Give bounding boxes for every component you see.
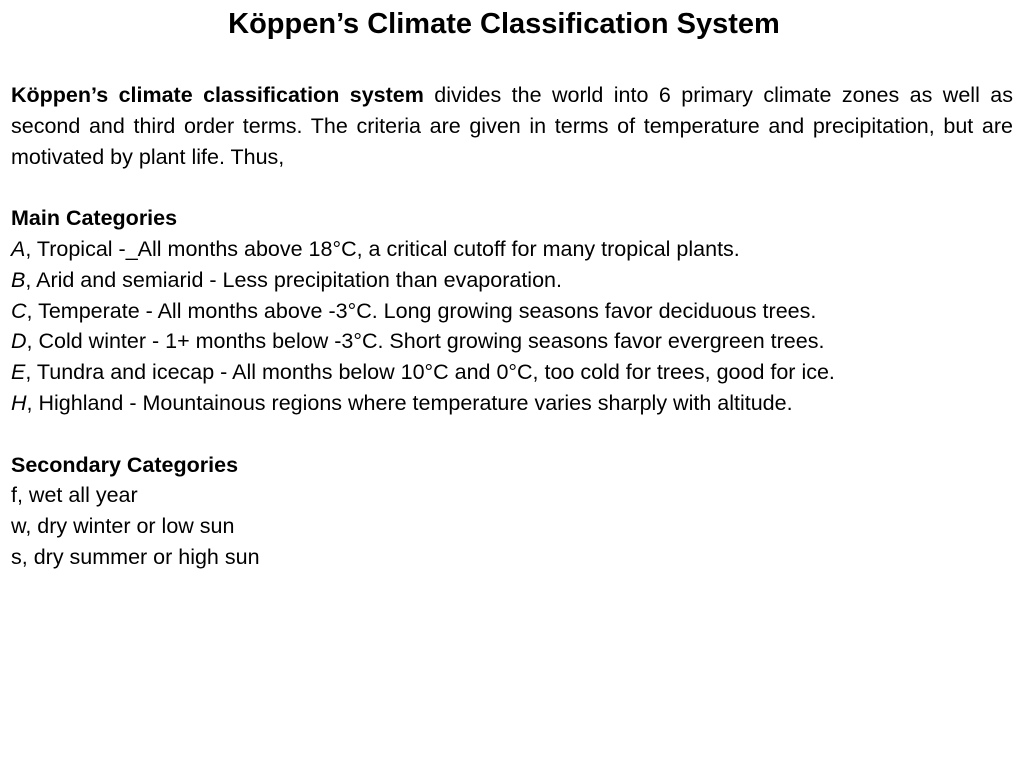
main-category-item <box>11 265 1013 296</box>
intro-text: divides the world into 6 primary climate zones as well as second and third order terms. The criteria are given in terms of temperature and precipitation, but are motivated by plant life. Thus, <box>11 83 1013 169</box>
main-category-item <box>11 357 1013 388</box>
category-description: , Tundra and icecap - All months below 10°C and 0°C, too cold for trees, good for ice. <box>25 360 835 385</box>
secondary-categories-list <box>11 480 1013 572</box>
main-category-item <box>11 326 1013 357</box>
secondary-category-item: s, dry summer or high sun <box>11 544 260 569</box>
secondary-categories-heading: Secondary Categories <box>11 452 239 477</box>
category-description: , Arid and semiarid - Less precipitation than evaporation. <box>25 267 562 292</box>
category-description: , Cold winter - 1+ months below -3°C. Short growing seasons favor evergreen trees. <box>26 329 825 354</box>
category-letter: A <box>11 236 26 261</box>
category-letter: C <box>11 298 27 323</box>
intro-bold-term: Köppen’s climate classification system <box>11 83 424 107</box>
main-category-item <box>11 296 1013 327</box>
main-category-item <box>11 388 1013 419</box>
category-description: , Temperate - All months above -3°C. Long growing seasons favor deciduous trees. <box>26 298 817 323</box>
main-categories-heading: Main Categories <box>11 206 178 231</box>
slide-body <box>11 80 1013 573</box>
slide-title: Köppen’s Climate Classification System <box>228 8 780 40</box>
intro-paragraph <box>11 80 1013 172</box>
main-category-item <box>11 234 1013 265</box>
category-letter: H <box>11 390 27 415</box>
category-description: , Highland - Mountainous regions where temperature varies sharply with altitude. <box>26 390 793 415</box>
secondary-category-item: f, wet all year <box>11 483 138 508</box>
category-letter: B <box>11 267 26 292</box>
secondary-category-item: w, dry winter or low sun <box>11 514 235 539</box>
category-description: , Tropical -_All months above 18°C, a critical cutoff for many tropical plants. <box>25 236 740 261</box>
category-letter: D <box>11 329 27 354</box>
main-categories-list <box>11 234 1013 419</box>
category-letter: E <box>11 360 26 385</box>
